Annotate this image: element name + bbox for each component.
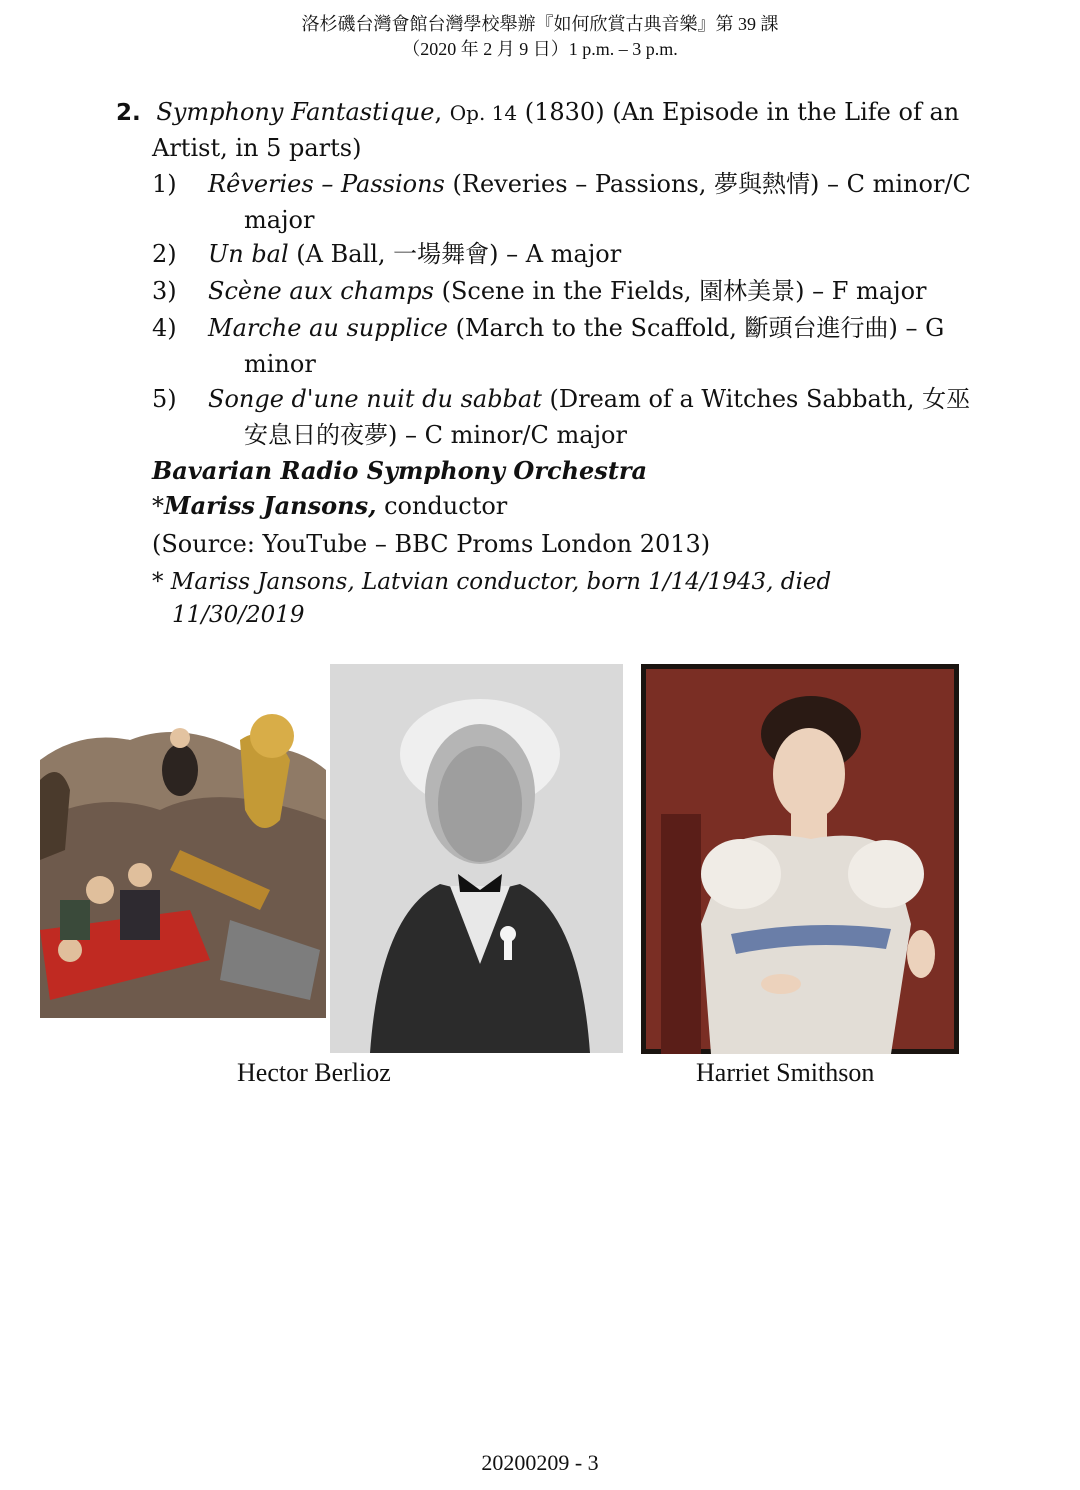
movement-title: Songe d'une nuit du sabbat — [208, 385, 542, 413]
item-number: 2. — [116, 100, 141, 126]
movement-2 — [152, 236, 621, 272]
conductor-line: *Mariss Jansons, conductor — [152, 491, 508, 520]
movement-4 — [152, 310, 944, 346]
smithson-portrait — [641, 664, 959, 1054]
movement-index: 4) — [152, 314, 177, 342]
movement-title: Scène aux champs — [208, 277, 434, 305]
work-subtitle: (1830) (An Episode in the Life of an — [517, 98, 960, 126]
orchestra-name: Bavarian Radio Symphony Orchestra — [152, 456, 648, 485]
movement-desc: (Reveries – Passions, 夢與熱情) – C minor/C — [444, 170, 971, 198]
movement-index: 1) — [152, 170, 177, 198]
movement-index: 5) — [152, 385, 177, 413]
movement-index: 3) — [152, 277, 177, 305]
movement-5-cont: 安息日的夜夢) – C minor/C major — [244, 421, 627, 449]
page-footer: 20200209 - 3 — [481, 1450, 599, 1475]
movement-title: Rêveries – Passions — [208, 170, 445, 198]
movement-1-cont: major — [244, 206, 315, 234]
movement-3 — [152, 273, 927, 309]
conductor-note-cont: 11/30/2019 — [172, 602, 305, 628]
conductor-note: * Mariss Jansons, Latvian conductor, born 1/14/1943, died — [152, 569, 832, 595]
work-title: Symphony Fantastique — [156, 98, 435, 126]
movement-4-cont: minor — [244, 350, 316, 378]
movement-title: Marche au supplice — [208, 314, 448, 342]
movement-index: 2) — [152, 240, 177, 268]
work-opus: Op. 14 — [449, 101, 518, 125]
caption-smithson: Harriet Smithson — [696, 1058, 875, 1087]
caption-berlioz: Hector Berlioz — [237, 1058, 391, 1087]
berlioz-portrait — [330, 664, 623, 1053]
movement-desc: (Dream of a Witches Sabbath, 女巫 — [541, 385, 971, 413]
conductor-role: conductor — [376, 492, 508, 520]
source-line: (Source: YouTube – BBC Proms London 2013) — [152, 530, 711, 558]
movement-desc: (A Ball, 一場舞會) – A major — [288, 240, 622, 268]
image-row — [0, 664, 1080, 1064]
page-header — [0, 12, 1080, 62]
caricature-image — [40, 700, 326, 1018]
conductor-name: Mariss Jansons, — [164, 491, 377, 520]
movement-desc: (March to the Scaffold, 斷頭台進行曲) – G — [447, 314, 945, 342]
movement-desc: (Scene in the Fields, 園林美景) – F major — [433, 277, 927, 305]
work-subtitle-cont: Artist, in 5 parts) — [152, 134, 362, 162]
movement-5 — [152, 381, 970, 417]
header-title: 洛杉磯台灣會館台灣學校舉辦『如何欣賞古典音樂』第 39 課 — [301, 14, 779, 34]
movement-title: Un bal — [208, 240, 289, 268]
header-date: （2020 年 2 月 9 日）1 p.m. – 3 p.m. — [402, 39, 678, 59]
item-title-line: 2. Symphony Fantastique, Op. 14 (1830) (An Episode in the Life of an — [116, 98, 960, 126]
movement-1 — [152, 166, 971, 202]
